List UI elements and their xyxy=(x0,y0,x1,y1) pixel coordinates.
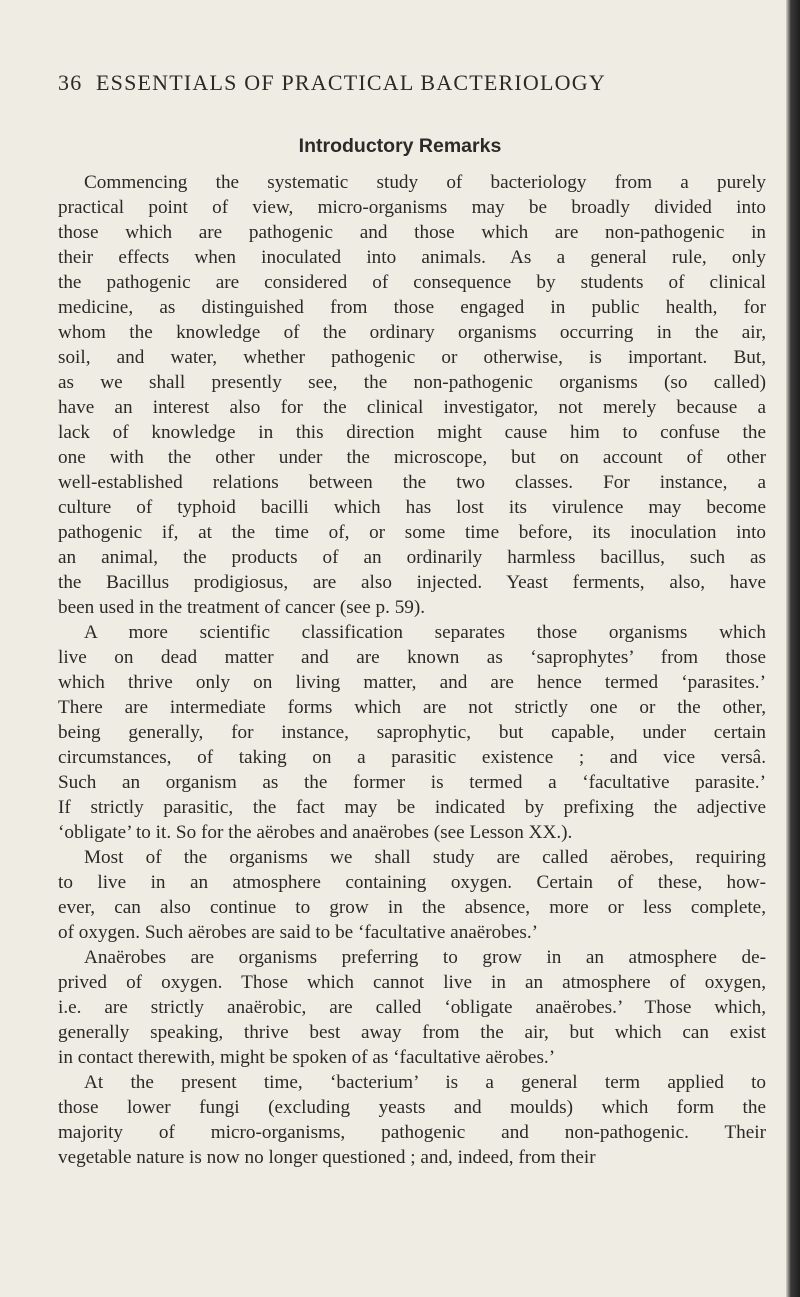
text-line: well-established relations between the two classes. For instance, a xyxy=(58,472,766,493)
text-line: practical point of view, micro-organisms may be broadly divided into xyxy=(58,197,766,218)
text-line: Anaërobes are organisms preferring to grow in an atmosphere de- xyxy=(84,947,766,968)
text-line: i.e. are strictly anaërobic, are called ‘obligate anaërobes.’ Those which, xyxy=(58,997,766,1018)
text-line: live on dead matter and are known as ‘saprophytes’ from those xyxy=(58,647,766,668)
text-line: of oxygen. Such aërobes are said to be ‘facultative anaërobes.’ xyxy=(58,922,539,943)
text-line: circumstances, of taking on a parasitic existence ; and vice versâ. xyxy=(58,747,766,768)
running-title: ESSENTIALS OF PRACTICAL BACTERIOLOGY xyxy=(96,70,606,95)
text-line: one with the other under the microscope, but on account of other xyxy=(58,447,766,468)
text-line: an animal, the products of an ordinarily harmless bacillus, such as xyxy=(58,547,766,568)
text-line: have an interest also for the clinical investigator, not merely because a xyxy=(58,397,766,418)
text-line: as we shall presently see, the non-pathogenic organisms (so called) xyxy=(58,372,766,393)
text-line: vegetable nature is now no longer questioned ; and, indeed, from their xyxy=(58,1147,596,1168)
text-line: There are intermediate forms which are not strictly one or the other, xyxy=(58,697,766,718)
text-line: lack of knowledge in this direction might cause him to confuse the xyxy=(58,422,766,443)
text-line: pathogenic if, at the time of, or some time before, its inoculation into xyxy=(58,522,766,543)
text-line: those which are pathogenic and those which are non-pathogenic in xyxy=(58,222,766,243)
page-number: 36 xyxy=(58,70,83,95)
text-line: the pathogenic are considered of consequence by students of clinical xyxy=(58,272,766,293)
text-line: those lower fungi (excluding yeasts and moulds) which form the xyxy=(58,1097,766,1118)
text-line: to live in an atmosphere containing oxygen. Certain of these, how- xyxy=(58,872,766,893)
text-line: A more scientific classification separates those organisms which xyxy=(84,622,766,643)
text-line: Most of the organisms we shall study are called aërobes, requiring xyxy=(84,847,766,868)
text-line: soil, and water, whether pathogenic or otherwise, is important. But, xyxy=(58,347,766,368)
text-line: If strictly parasitic, the fact may be indicated by prefixing the adjective xyxy=(58,797,766,818)
text-line: Such an organism as the former is termed a ‘facultative parasite.’ xyxy=(58,772,766,793)
text-line: the Bacillus prodigiosus, are also injected. Yeast ferments, also, have xyxy=(58,572,766,593)
text-line: their effects when inoculated into animals. As a general rule, only xyxy=(58,247,766,268)
text-line: whom the knowledge of the ordinary organisms occurring in the air, xyxy=(58,322,766,343)
text-line: At the present time, ‘bacterium’ is a general term applied to xyxy=(84,1072,766,1093)
text-line: Commencing the systematic study of bacteriology from a purely xyxy=(84,172,766,193)
text-line: ever, can also continue to grow in the absence, more or less complete, xyxy=(58,897,766,918)
text-line: been used in the treatment of cancer (see p. 59). xyxy=(58,597,426,618)
page-edge-shadow xyxy=(786,0,800,1297)
text-line: being generally, for instance, saprophytic, but capable, under certain xyxy=(58,722,766,743)
text-line: generally speaking, thrive best away from the air, but which can exist xyxy=(58,1022,766,1043)
text-line: majority of micro-organisms, pathogenic and non-pathogenic. Their xyxy=(58,1122,766,1143)
text-line: medicine, as distinguished from those engaged in public health, for xyxy=(58,297,766,318)
text-line: prived of oxygen. Those which cannot live in an atmosphere of oxygen, xyxy=(58,972,766,993)
running-header xyxy=(58,70,758,96)
text-line: ‘obligate’ to it. So for the aërobes and anaërobes (see Lesson XX.). xyxy=(58,822,573,843)
text-line: in contact therewith, might be spoken of as ‘facultative aërobes.’ xyxy=(58,1047,556,1068)
section-title: Introductory Remarks xyxy=(298,135,502,157)
text-line: culture of typhoid bacilli which has lost its virulence may become xyxy=(58,497,766,518)
text-line: which thrive only on living matter, and are hence termed ‘parasites.’ xyxy=(58,672,766,693)
